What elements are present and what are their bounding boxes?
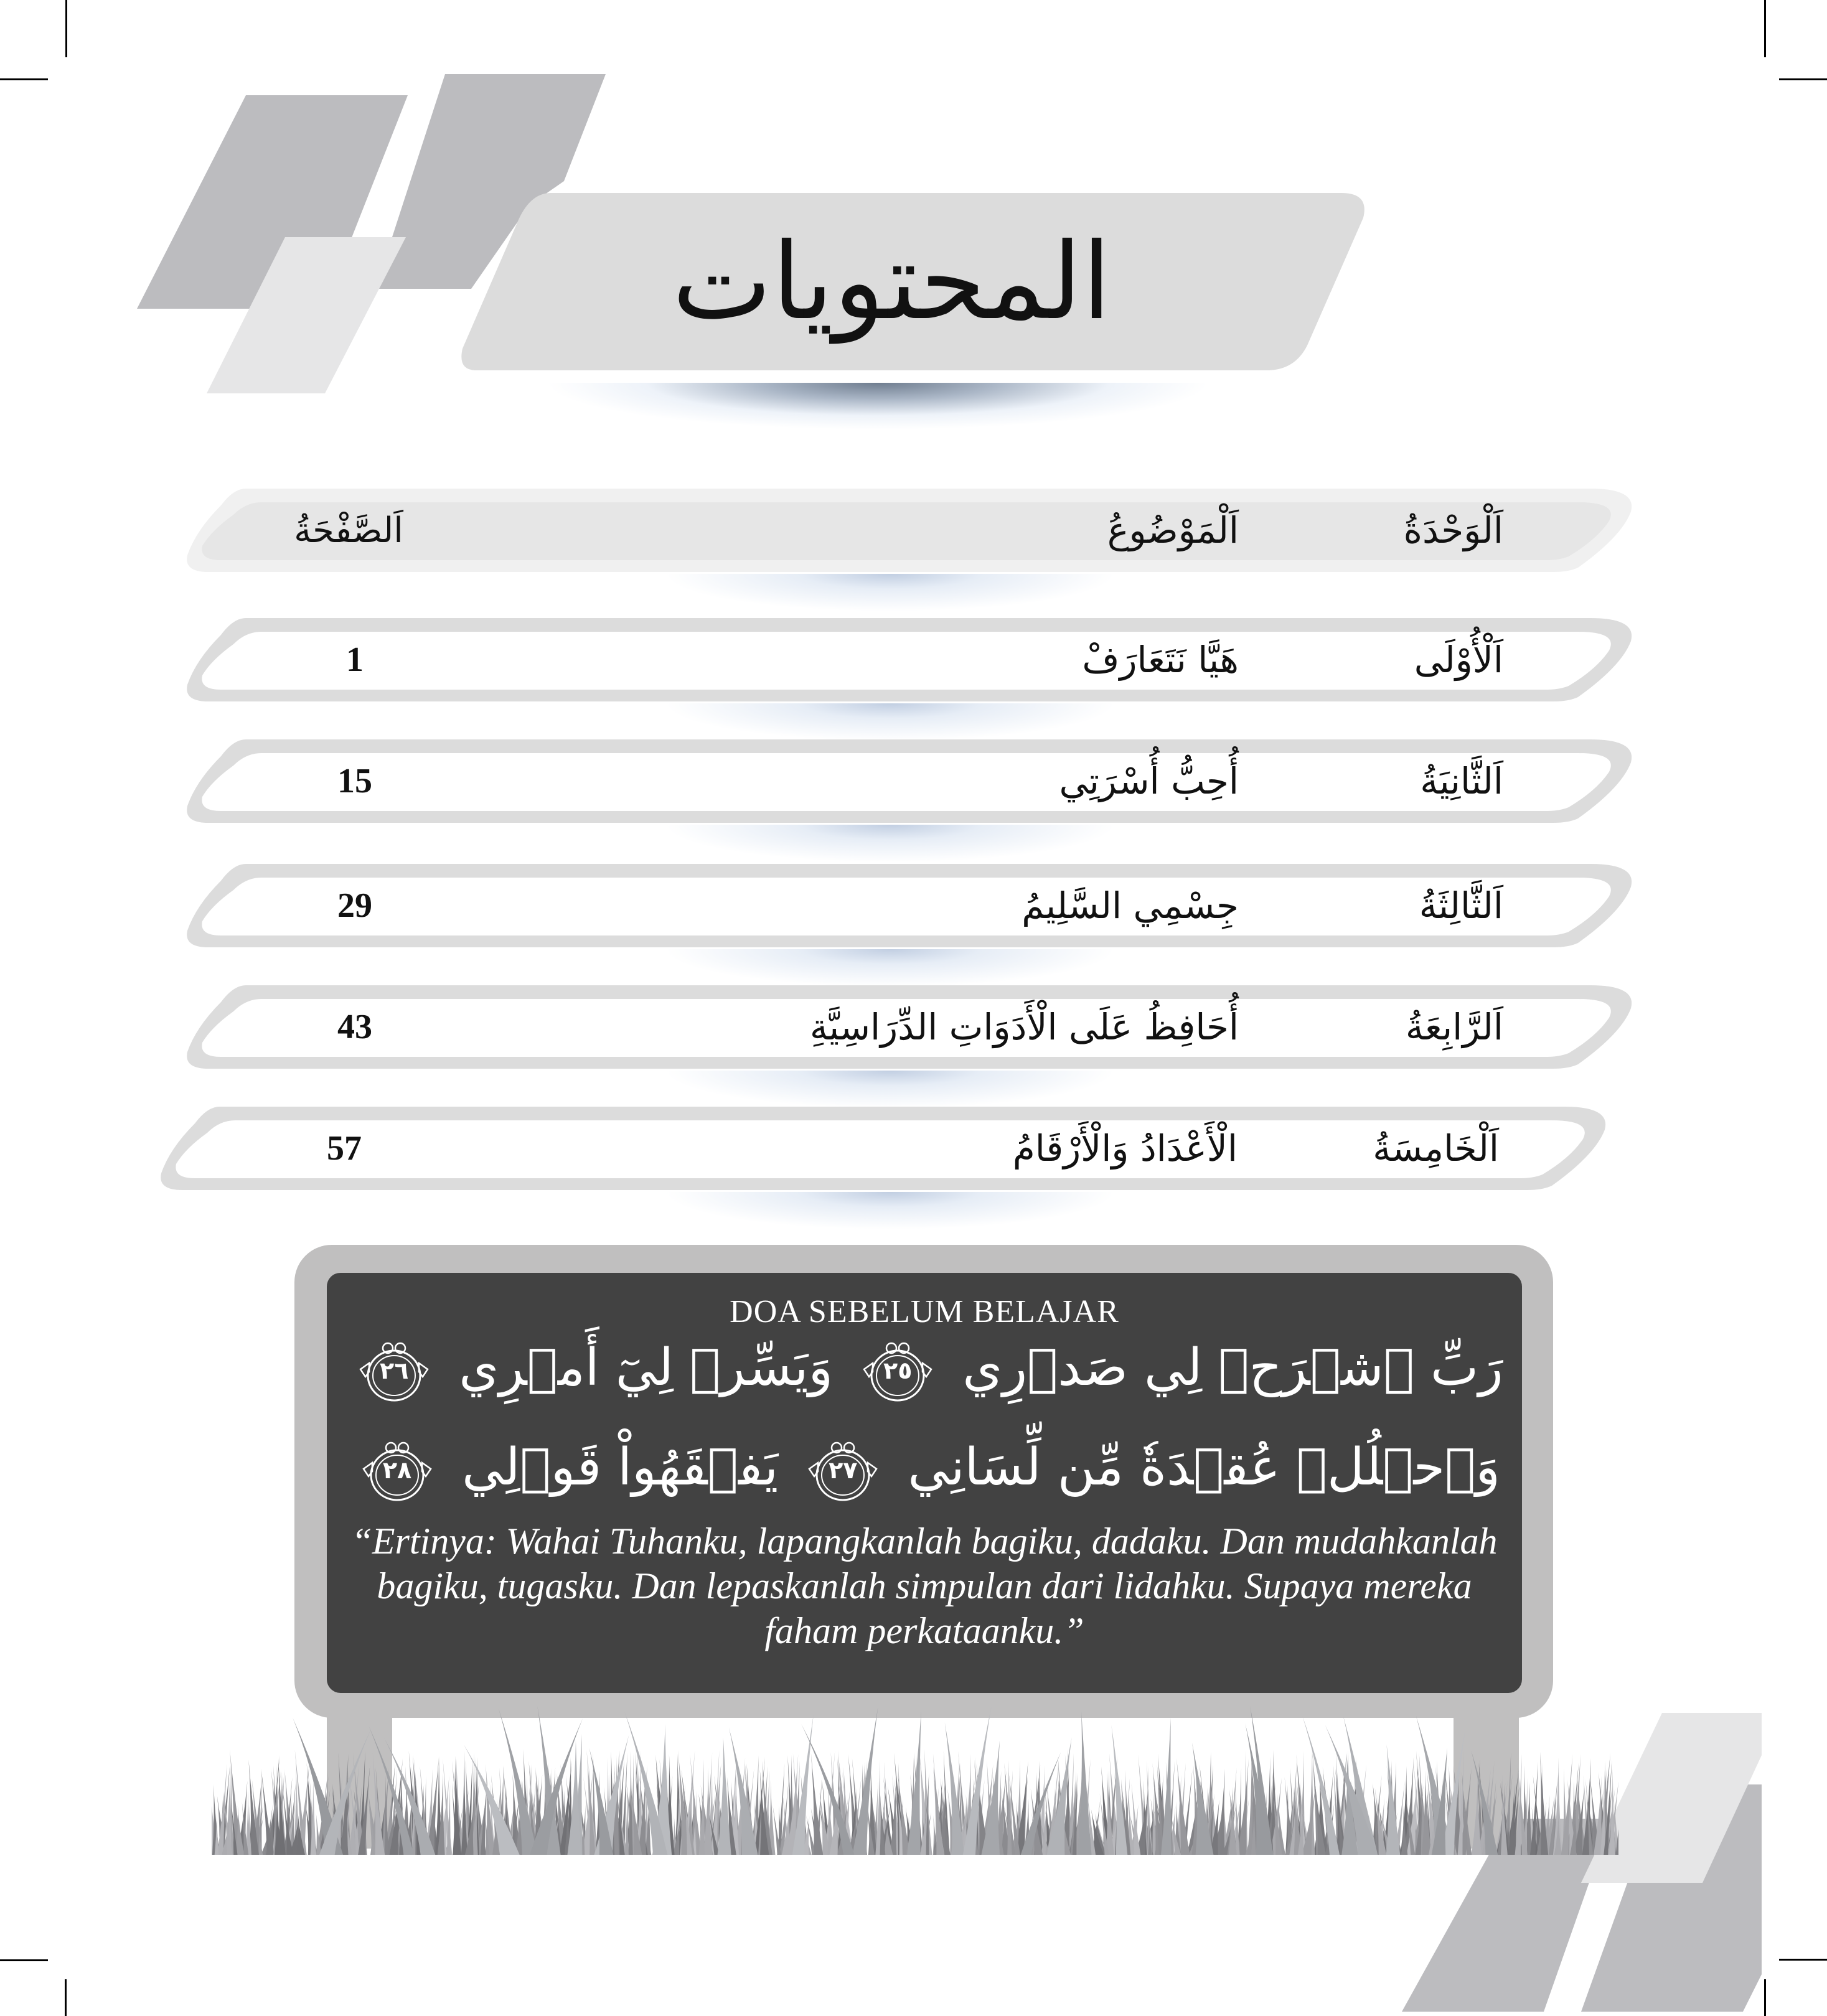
row-shadow bbox=[666, 1071, 1114, 1108]
row-shadow bbox=[666, 1192, 1114, 1229]
header-topic: اَلْمَوْضُوعُ bbox=[1107, 509, 1239, 551]
title-banner bbox=[458, 190, 1369, 373]
ayah-number: ٢٥ bbox=[883, 1357, 913, 1385]
ayah-number-marker bbox=[805, 1438, 880, 1503]
doa-ayah-line-2 bbox=[327, 1438, 1522, 1503]
row-page-number[interactable]: 15 bbox=[337, 762, 372, 800]
row-unit: اَلْأُوْلَى bbox=[1414, 639, 1503, 681]
grass-blade bbox=[1078, 1712, 1092, 1855]
row-topic[interactable]: أُحِبُّ أُسْرَتِي bbox=[1059, 760, 1239, 802]
row-shadow bbox=[666, 574, 1114, 611]
row-shadow bbox=[666, 825, 1114, 862]
ayah-text: وَٱحۡلُلۡ عُقۡدَةٗ مِّن لِّسَانِي bbox=[908, 1438, 1500, 1497]
ayah-number: ٢٧ bbox=[829, 1456, 858, 1484]
doa-ayah-line-1 bbox=[327, 1338, 1522, 1404]
doa-translation: “Ertinya: Wahai Tuhanku, lapangkanlah bagiku, dadaku. Dan mudahkanlah bagiku, tugasku. Dan lepaskanlah simpulan dari lidahku. Supaya mereka faham perkataanku.” bbox=[351, 1521, 1498, 1651]
header-unit: اَلْوَحْدَةُ bbox=[1403, 509, 1503, 551]
ayah-number: ٢٦ bbox=[380, 1357, 409, 1385]
grass-illustration bbox=[212, 1705, 1618, 1855]
row-unit: اَلثَّالِثَةُ bbox=[1419, 884, 1503, 927]
ayah-text: وَيَسِّرۡ لِيٓ أَمۡرِي bbox=[459, 1338, 834, 1397]
table-row[interactable] bbox=[157, 1105, 1611, 1192]
row-unit: اَلْخَامِسَةُ bbox=[1373, 1127, 1499, 1170]
row-topic[interactable]: جِسْمِي السَّلِيمُ bbox=[1022, 884, 1239, 927]
ayah-text: يَفۡقَهُواْ قَوۡلِي bbox=[462, 1438, 779, 1497]
row-page-number[interactable]: 43 bbox=[337, 1008, 372, 1046]
row-unit: اَلثَّانِيَةُ bbox=[1420, 760, 1503, 802]
header-page: اَلصَّفْحَةُ bbox=[294, 510, 403, 551]
table-row[interactable] bbox=[184, 738, 1637, 825]
ayah-text: رَبِّ ٱشۡرَحۡ لِي صَدۡرِي bbox=[962, 1338, 1503, 1397]
row-topic[interactable]: هَيَّا نَتَعَارَفْ bbox=[1082, 639, 1239, 681]
row-frame bbox=[184, 738, 1637, 825]
table-header bbox=[184, 487, 1637, 574]
row-topic[interactable]: الْأَعْدَادُ وَالْأَرْقَامُ bbox=[1012, 1127, 1238, 1170]
ayah-number-marker bbox=[357, 1338, 431, 1404]
doa-title: DOA SEBELUM BELAJAR bbox=[730, 1294, 1119, 1329]
grass-blade bbox=[718, 1737, 731, 1855]
row-topic[interactable]: أُحَافِظُ عَلَى الْأَدَوَاتِ الدِّرَاسِيَّةِ bbox=[809, 1006, 1239, 1048]
table-row[interactable] bbox=[184, 616, 1637, 703]
table-row[interactable] bbox=[184, 862, 1637, 949]
title-shadow bbox=[548, 383, 1208, 429]
ayah-number-marker bbox=[860, 1338, 935, 1404]
table-row[interactable] bbox=[184, 983, 1637, 1071]
row-shadow bbox=[666, 703, 1114, 741]
row-unit: اَلرَّابِعَةُ bbox=[1405, 1006, 1503, 1048]
grass-blade bbox=[1386, 1745, 1401, 1855]
ayah-number-marker bbox=[360, 1438, 434, 1503]
row-page-number[interactable]: 1 bbox=[346, 640, 364, 679]
row-page-number[interactable]: 57 bbox=[327, 1129, 362, 1168]
row-shadow bbox=[666, 949, 1114, 987]
row-page-number[interactable]: 29 bbox=[337, 886, 372, 925]
ayah-number: ٢٨ bbox=[382, 1456, 412, 1484]
page-title: المحتويات bbox=[672, 220, 1112, 344]
